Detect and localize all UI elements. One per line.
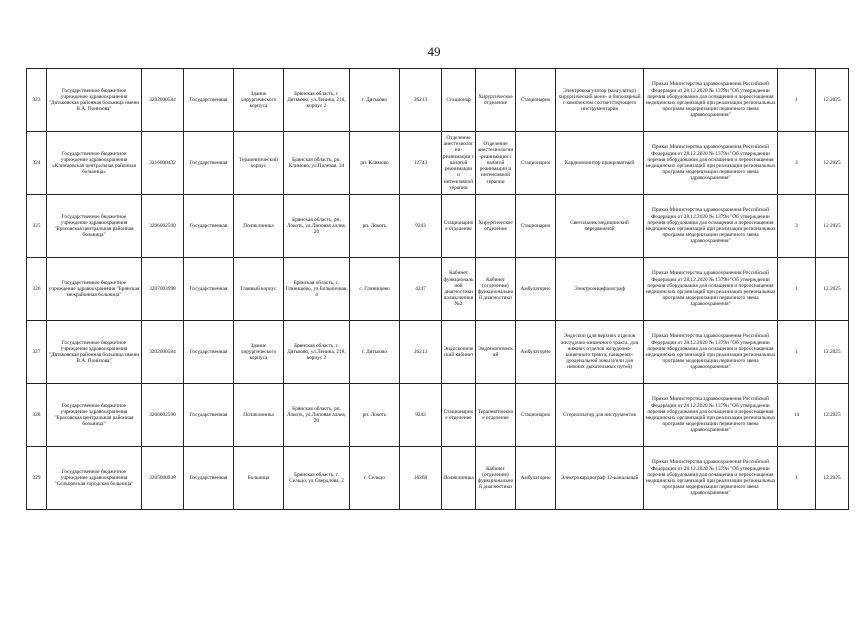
unit-cell: Кабинет функциональной диагностики поликлиники №2 — [442, 258, 476, 321]
order-cell: Приказ Министерства здравоохранения Российской Федерации от 28.12.2020 № 1379н "Об утверждении перечня оборудования для оснащения и переоснащения медицинских организаций при реализации региональных программ модернизации первичного звена здравоохранения" — [644, 321, 778, 384]
organization-cell: Государственное бюджетное учреждение здравоохранения "Дятьковская районная больница имени В.А. Понизова" — [47, 321, 142, 384]
equipment-table — [26, 68, 849, 510]
address-cell: Брянская область, с. Глинищево, ул.Больничная, 4 — [284, 258, 350, 321]
department-cell: Хирургическое отделение — [476, 69, 516, 132]
care-type-cell: Амбулаторно — [516, 258, 556, 321]
care-type-cell: Стационарно — [516, 384, 556, 447]
population-cell: 9243 — [400, 195, 442, 258]
ownership-cell: Государственная — [184, 132, 234, 195]
locality-cell: рп. Локоть — [350, 195, 400, 258]
quantity-cell: 3 — [778, 132, 816, 195]
order-cell: Приказ Министерства здравоохранения Российской Федерации от 28.12.2020 № 1379н "Об утверждении перечня оборудования для оснащения и переоснащения медицинских организаций при реализации региональных программ модернизации первичного звена здравоохранения" — [644, 258, 778, 321]
organization-cell: Государственное бюджетное учреждение здравоохранения "Сельцовская городская больница" — [47, 447, 142, 510]
population-cell: 4247 — [400, 258, 442, 321]
equipment-cell: Светильник медицинский передвижной — [556, 195, 644, 258]
quantity-cell: 1 — [778, 321, 816, 384]
date-cell: 12.2025 — [816, 132, 849, 195]
row-number-cell: 329 — [27, 447, 47, 510]
address-cell: Брянская область, г. Дятьково, ул.Ленина, 218, корпус 2 — [284, 69, 350, 132]
care-type-cell: Амбулаторно — [516, 447, 556, 510]
equipment-cell: Эндоскоп (для верхних отделов желудочно-кишечного тракта, для нижних отделов желудочно-кишечного тракта, панкреато-дуоденальной зоны и/или для нижних дыхательных путей) — [556, 321, 644, 384]
table-row — [27, 321, 849, 384]
department-cell: Отделение анестезиологии-реанимации с палатой реанимации и интенсивной терапии — [476, 132, 516, 195]
table-body — [27, 69, 849, 510]
care-type-cell: Стационарно — [516, 69, 556, 132]
ownership-cell: Государственная — [184, 384, 234, 447]
ownership-cell: Государственная — [184, 69, 234, 132]
locality-cell: с. Глинищево — [350, 258, 400, 321]
date-cell: 12.2025 — [816, 384, 849, 447]
table-row — [27, 258, 849, 321]
building-cell: Больница — [234, 447, 284, 510]
order-cell: Приказ Министерства здравоохранения Российской Федерации от 28.12.2020 № 1379н "Об утверждении перечня оборудования для оснащения и переоснащения медицинских организаций при реализации региональных программ модернизации первичного звена здравоохранения" — [644, 384, 778, 447]
quantity-cell: 3 — [778, 195, 816, 258]
department-cell: Эндоскопический — [476, 321, 516, 384]
date-cell: 12.2025 — [816, 321, 849, 384]
order-cell: Приказ Министерства здравоохранения Российской Федерации от 28.12.2020 № 1379н "Об утверждении перечня оборудования для оснащения и переоснащения медицинских организаций при реализации региональных программ модернизации первичного звена здравоохранения" — [644, 447, 778, 510]
locality-cell: г. Дятьково — [350, 69, 400, 132]
ownership-cell: Государственная — [184, 258, 234, 321]
equipment-cell: Стерилизатор для инструментов — [556, 384, 644, 447]
order-cell: Приказ Министерства здравоохранения Российской Федерации от 28.12.2020 № 1379н "Об утверждении перечня оборудования для оснащения и переоснащения медицинских организаций при реализации региональных программ модернизации первичного звена здравоохранения" — [644, 69, 778, 132]
registration-code-cell: 3207003998 — [142, 258, 184, 321]
locality-cell: рп. Локоть — [350, 384, 400, 447]
building-cell: Главный корпус — [234, 258, 284, 321]
ownership-cell: Государственная — [184, 195, 234, 258]
date-cell: 12.2025 — [816, 447, 849, 510]
department-cell: Терапевтическое отделение — [476, 384, 516, 447]
order-cell: Приказ Министерства здравоохранения Российской Федерации от 28.12.2020 № 1379н "Об утверждении перечня оборудования для оснащения и переоснащения медицинских организаций при реализации региональных программ модернизации первичного звена здравоохранения" — [644, 195, 778, 258]
unit-cell: Эндоскопический кабинет — [442, 321, 476, 384]
equipment-cell: Электрокардиограф 12-канальный — [556, 447, 644, 510]
table-row — [27, 132, 849, 195]
order-cell: Приказ Министерства здравоохранения Российской Федерации от 28.12.2020 № 1379н "Об утверждении перечня оборудования для оснащения и переоснащения медицинских организаций при реализации региональных программ модернизации первичного звена здравоохранения" — [644, 132, 778, 195]
ownership-cell: Государственная — [184, 447, 234, 510]
organization-cell: Государственное бюджетное учреждение здравоохранения "Брасовская центральная районная больница" — [47, 195, 142, 258]
building-cell: Поликлиника — [234, 195, 284, 258]
address-cell: Брянская область, г. Дятьково, ул.Ленина, 218, корпус 2 — [284, 321, 350, 384]
row-number-cell: 326 — [27, 258, 47, 321]
registration-code-cell: 3205000938 — [142, 447, 184, 510]
organization-cell: Государственное бюджетное учреждение здравоохранения "Брянская межрайонная больница" — [47, 258, 142, 321]
organization-cell: Государственное бюджетное учреждение здравоохранения "Брасовская центральная районная больница" — [47, 384, 142, 447]
locality-cell: рп. Климово — [350, 132, 400, 195]
registration-code-cell: 3202000584 — [142, 69, 184, 132]
table-row — [27, 384, 849, 447]
unit-cell: Стационарное отделение — [442, 195, 476, 258]
quantity-cell: 14 — [778, 384, 816, 447]
organization-cell: Государственное бюджетное учреждение здравоохранения «Клинцовская центральная районная больница» — [47, 132, 142, 195]
care-type-cell: Стационарно — [516, 132, 556, 195]
unit-cell: Стационар — [442, 69, 476, 132]
equipment-cell: Электроэнцефалограф — [556, 258, 644, 321]
row-number-cell: 323 — [27, 69, 47, 132]
department-cell: Кабинет (отделение) функциональной диагностики — [476, 447, 516, 510]
registration-code-cell: 3206002590 — [142, 195, 184, 258]
date-cell: 12.2025 — [816, 69, 849, 132]
locality-cell: г. Сельцо — [350, 447, 400, 510]
quantity-cell: 1 — [778, 69, 816, 132]
unit-cell: Стационарное отделение — [442, 384, 476, 447]
registration-code-cell: 3202000584 — [142, 321, 184, 384]
row-number-cell: 328 — [27, 384, 47, 447]
registration-code-cell: 3206002590 — [142, 384, 184, 447]
population-cell: 12743 — [400, 132, 442, 195]
address-cell: Брянская область, г. Сельцо, ул.Свердлова, 2 — [284, 447, 350, 510]
table-row — [27, 447, 849, 510]
date-cell: 12.2025 — [816, 258, 849, 321]
table-row — [27, 69, 849, 132]
organization-cell: Государственное бюджетное учреждение здравоохранения "Дятьковская районная больница имени В.А. Понизова" — [47, 69, 142, 132]
quantity-cell: 1 — [778, 447, 816, 510]
care-type-cell: Амбулаторно — [516, 321, 556, 384]
population-cell: 9243 — [400, 384, 442, 447]
unit-cell: Отделение анестезиологии-реанимации с палатой реанимации и интенсивной терапии — [442, 132, 476, 195]
equipment-cell: Электрокоагулятор (коагулятор) хирургический моно- и биполярный с комплектом соответствующего инструментария — [556, 69, 644, 132]
quantity-cell: 1 — [778, 258, 816, 321]
population-cell: 26213 — [400, 321, 442, 384]
table-row — [27, 195, 849, 258]
population-cell: 26213 — [400, 69, 442, 132]
population-cell: 16368 — [400, 447, 442, 510]
row-number-cell: 325 — [27, 195, 47, 258]
building-cell: Терапевтический корпус — [234, 132, 284, 195]
date-cell: 12.2025 — [816, 195, 849, 258]
address-cell: Брянская область, рп. Климово, ул.Полевая, 34 — [284, 132, 350, 195]
building-cell: Здание хирургического корпуса — [234, 69, 284, 132]
row-number-cell: 327 — [27, 321, 47, 384]
address-cell: Брянская область, рп. Локоть, ул.Липовая аллея, 20 — [284, 195, 350, 258]
registration-code-cell: 3216000432 — [142, 132, 184, 195]
department-cell: Хирургическое отделение — [476, 195, 516, 258]
unit-cell: Поликлиника — [442, 447, 476, 510]
page-number: 49 — [427, 44, 441, 59]
care-type-cell: Стационарно — [516, 195, 556, 258]
building-cell: Здание хирургического корпуса — [234, 321, 284, 384]
building-cell: Поликлиника — [234, 384, 284, 447]
row-number-cell: 324 — [27, 132, 47, 195]
department-cell: Кабинет (отделение) функциональной диагностики — [476, 258, 516, 321]
equipment-cell: Кардиомонитор прикроватный — [556, 132, 644, 195]
locality-cell: г. Дятьково — [350, 321, 400, 384]
ownership-cell: Государственная — [184, 321, 234, 384]
address-cell: Брянская область, рп. Локоть, ул.Липовая аллея, 20 — [284, 384, 350, 447]
